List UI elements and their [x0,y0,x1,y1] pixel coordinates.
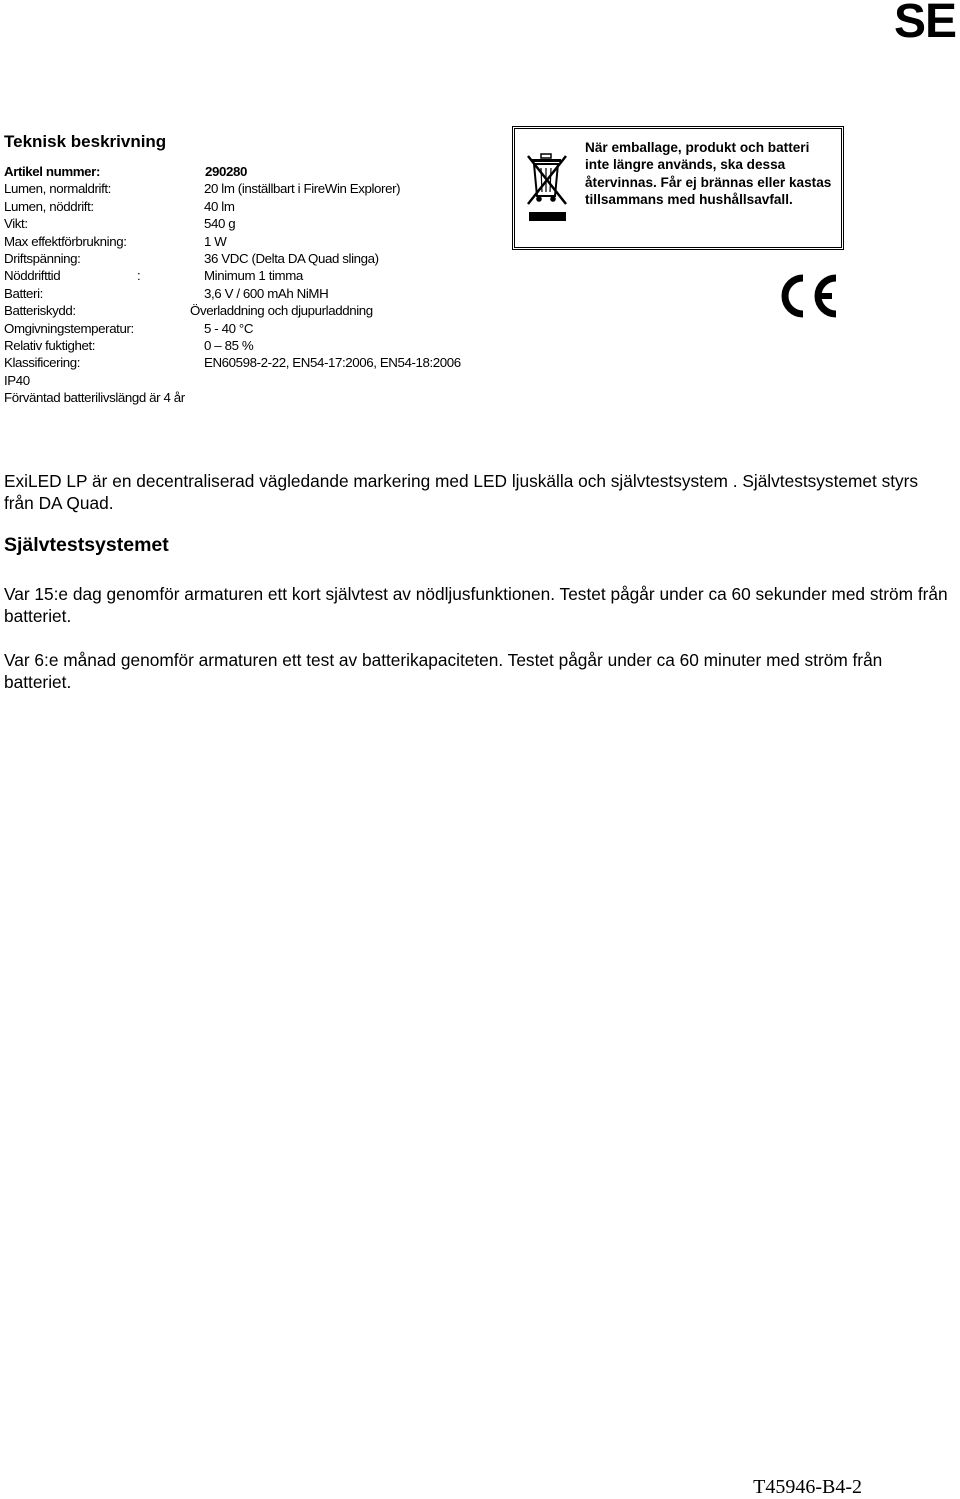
ce-mark-icon [776,270,840,322]
spec-value: 1 W [204,233,227,249]
spec-label: Lumen, normaldrift: [4,181,111,197]
spec-row [4,233,504,250]
spec-row [4,302,504,319]
spec-label: Artikel nummer: [4,164,100,179]
spec-label: Batteri: [4,285,43,301]
self-test-heading: Självtestsystemet [4,534,169,556]
spec-row [4,163,504,180]
spec-row [4,198,504,215]
recycling-notice-text: När emballage, produkt och batteri inte längre används, ska dessa återvinnas. Får ej brännas eller kastas tillsammans med hushållsavfall. [585,140,832,208]
spec-row [4,250,504,267]
spec-label: Driftspänning: [4,250,81,266]
self-test-paragraph-1: Var 15:e dag genomför armaturen ett kort självtest av nödljusfunktionen. Testet pågår under ca 60 sekunder med ström från batteriet. [4,584,948,626]
spec-value: Minimum 1 timma [204,268,303,284]
spec-row [4,267,504,284]
spec-label: Klassificering: [4,355,81,371]
spec-value: 36 VDC (Delta DA Quad slinga) [204,250,379,266]
spec-label: Batteriskydd: [4,303,76,319]
spec-row [4,372,504,389]
spec-row [4,320,504,337]
spec-list [4,163,504,406]
spec-value: 0 – 85 % [204,337,254,353]
language-code: SE [893,0,956,48]
spec-label: Max effektförbrukning: [4,233,127,249]
spec-value: Överladdning och djupurladdning [190,303,373,319]
spec-value: 20 lm (inställbart i FireWin Explorer) [204,181,401,197]
spec-label: Omgivningstemperatur: [4,320,134,336]
spec-label: Vikt: [4,216,28,232]
spec-label: Lumen, nöddrift: [4,198,94,214]
spec-value: 3,6 V / 600 mAh NiMH [204,285,329,301]
spec-row [4,180,504,197]
spec-row [4,337,504,354]
spec-value: 5 - 40 °C [204,320,254,336]
spec-label: Relativ fuktighet: [4,337,96,353]
spec-row [4,389,504,406]
document-code: T45946-B4-2 [753,1476,862,1498]
spec-label: IP40 [4,372,30,388]
spec-label: Förväntad batterilivslängd är 4 år [4,390,185,406]
spec-row [4,285,504,302]
intro-paragraph: ExiLED LP är en decentraliserad vägledande markering med LED ljuskälla och självtestsystem . Självtestsystemet styrs från DA Quad. [4,471,919,513]
spec-row [4,215,504,232]
spec-colon: : [137,268,141,284]
spec-label: Nöddrifttid [4,268,61,284]
self-test-paragraph-2: Var 6:e månad genomför armaturen ett test av batterikapaciteten. Testet pågår under ca 60 minuter med ström från batteriet. [4,650,883,692]
spec-value: 540 g [204,216,236,232]
crossed-out-wheelie-bin-icon [526,152,570,224]
spec-value: 40 lm [204,198,235,214]
spec-row [4,354,504,371]
spec-value: EN60598-2-22, EN54-17:2006, EN54-18:2006 [204,355,461,371]
spec-value: 290280 [205,164,247,179]
section-title: Teknisk beskrivning [4,132,167,151]
